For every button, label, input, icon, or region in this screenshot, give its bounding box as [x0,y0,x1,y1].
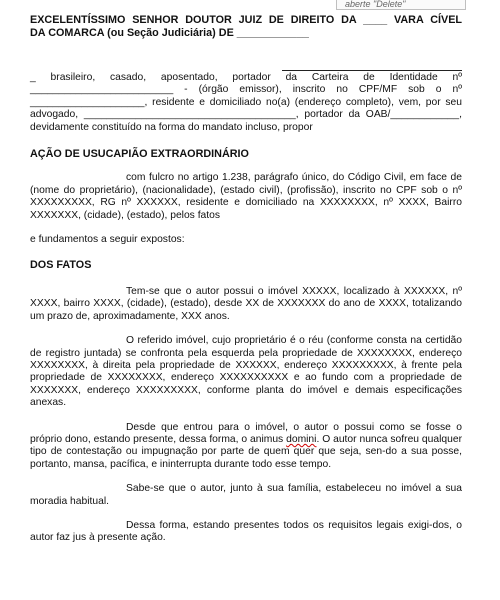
court-address-line-2: DA COMARCA (ou Seção Judiciária) DE ____________ [30,27,309,39]
editor-hint-box [336,0,466,10]
petition-document [30,14,462,545]
facts-paragraph-3 [30,422,462,472]
facts-paragraph-2: O referido imóvel, cujo proprietário é o réu (conforme consta na certidão de registro juntada) se confronta pela esquerda pela propriedade de XXXXXXXX, endereço XXXXXXXX, à direita pela propriedade de XXXXXX, endereço XXXXXXXXX, à frente pela propriedade de XXXXXXXX, endereço XXXXXXXXXX e ao fundo com a propriedade de XXXXXXX, endereço XXXXXXXXX, conforme planta do imóvel e demais especificações anexas. [30,335,462,409]
name-underline [282,59,462,71]
facts-title: DOS FATOS [30,259,92,272]
misspelled-word-domini[interactable]: domini [286,433,317,445]
plaintiff-name-blank [30,59,462,71]
grounds-paragraph: e fundamentos a seguir expostos: [30,234,185,246]
action-title: AÇÃO DE USUCAPIÃO EXTRAORDINÁRIO [30,148,249,161]
legal-basis-paragraph: com fulcro no artigo 1.238, parágrafo único, do Código Civil, em face de (nome do proprietário), (nacionalidade), (estado civil), (profissão), inscrito no CPF sob o nº XXXXXXXXX, RG nº XXXXXX, residente e domiciliado na XXXXXXXX, nº XXXX, Bairro XXXXXXX, (cidade), (estado), pelos fatos [30,172,462,221]
editor-hint-text: aberte "Delete" [345,0,406,9]
facts-paragraph-3-end: . O autor nunca sofreu qualquer tipo de contestação ou impugnação por parte de quem quer que seja, sen-do a sua posse, portanto, mansa, pacífica, e ininterrupta durante todo esse tempo. [30,433,462,470]
facts-paragraph-1: Tem-se que o autor possui o imóvel XXXXX, localizado à XXXXXX, nº XXXX, bairro XXXX, (cidade), (estado), desde XX de XXXXXXX do ano de XXXX, totalizando um prazo de, aproximadamente, XXX anos. [30,285,462,322]
facts-paragraph-4: Sabe-se que o autor, junto à sua família, estabeleceu no imóvel a sua moradia habitual. [30,483,462,507]
court-address-line-1: EXCELENTÍSSIMO SENHOR DOUTOR JUIZ DE DIREITO DA ____ VARA CÍVEL [30,14,462,26]
facts-paragraph-3-start: Desde que entrou para o imóvel, o autor o possui como se fosse o próprio dono, estando presente, dessa forma, o animus [30,421,462,445]
plaintiff-qualification-paragraph: _ brasileiro, casado, aposentado, portador da Carteira de Identidade nº _________________________ - (órgão emissor), inscrito no CPF/MF sob o nº ____________________, residente e domiciliado no(a) (endereço completo), vem, por seu advogado, _____________________________________, portador da OAB/____________, devidamente constituído na forma do mandato incluso, propor [30,72,462,133]
facts-paragraph-5: Dessa forma, estando presentes todos os requisitos legais exigi-dos, o autor faz jus à presente ação. [30,519,462,544]
